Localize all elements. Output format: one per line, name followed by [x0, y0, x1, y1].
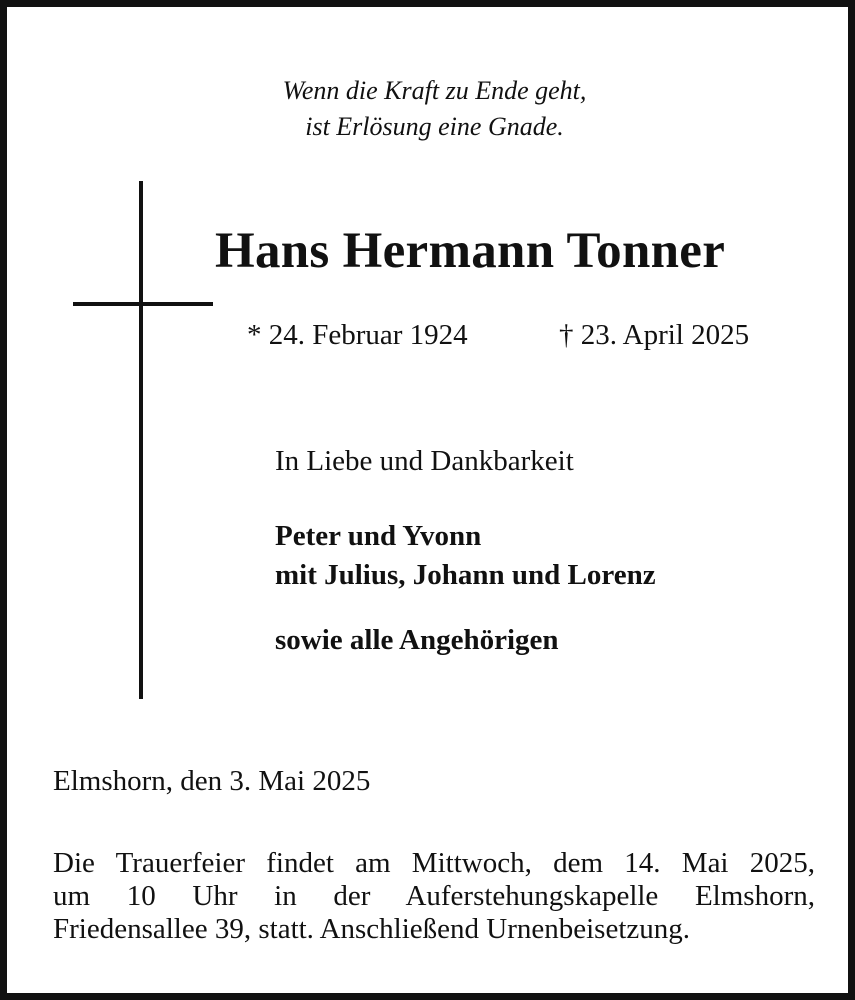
cross-vertical-bar: [139, 181, 143, 699]
motto-line-2: ist Erlösung eine Gnade.: [305, 112, 564, 141]
motto: [7, 73, 855, 145]
service-line-1: Die Trauerfeier findet am Mittwoch, dem 14. Mai 2025,: [53, 847, 815, 879]
cross-horizontal-bar: [73, 302, 213, 306]
mourners-line-2: mit Julius, Johann und Lorenz: [275, 559, 656, 591]
service-line-2: um 10 Uhr in der Auferstehungskapelle Elmshorn,: [53, 880, 815, 912]
place-date: Elmshorn, den 3. Mai 2025: [53, 765, 371, 797]
birth-date: * 24. Februar 1924: [247, 319, 468, 351]
funeral-service-info: [53, 847, 815, 946]
gratitude-line: In Liebe und Dankbarkeit: [275, 445, 574, 477]
death-date: † 23. April 2025: [559, 319, 750, 351]
mourners-line-1: Peter und Yvonn: [275, 520, 482, 552]
deceased-name: Hans Hermann Tonner: [215, 223, 726, 279]
service-line-3: Friedensallee 39, statt. Anschließend Urnenbeisetzung.: [53, 913, 691, 945]
motto-line-1: Wenn die Kraft zu Ende geht,: [282, 76, 587, 105]
mourners-line-3: sowie alle Angehörigen: [275, 624, 559, 656]
